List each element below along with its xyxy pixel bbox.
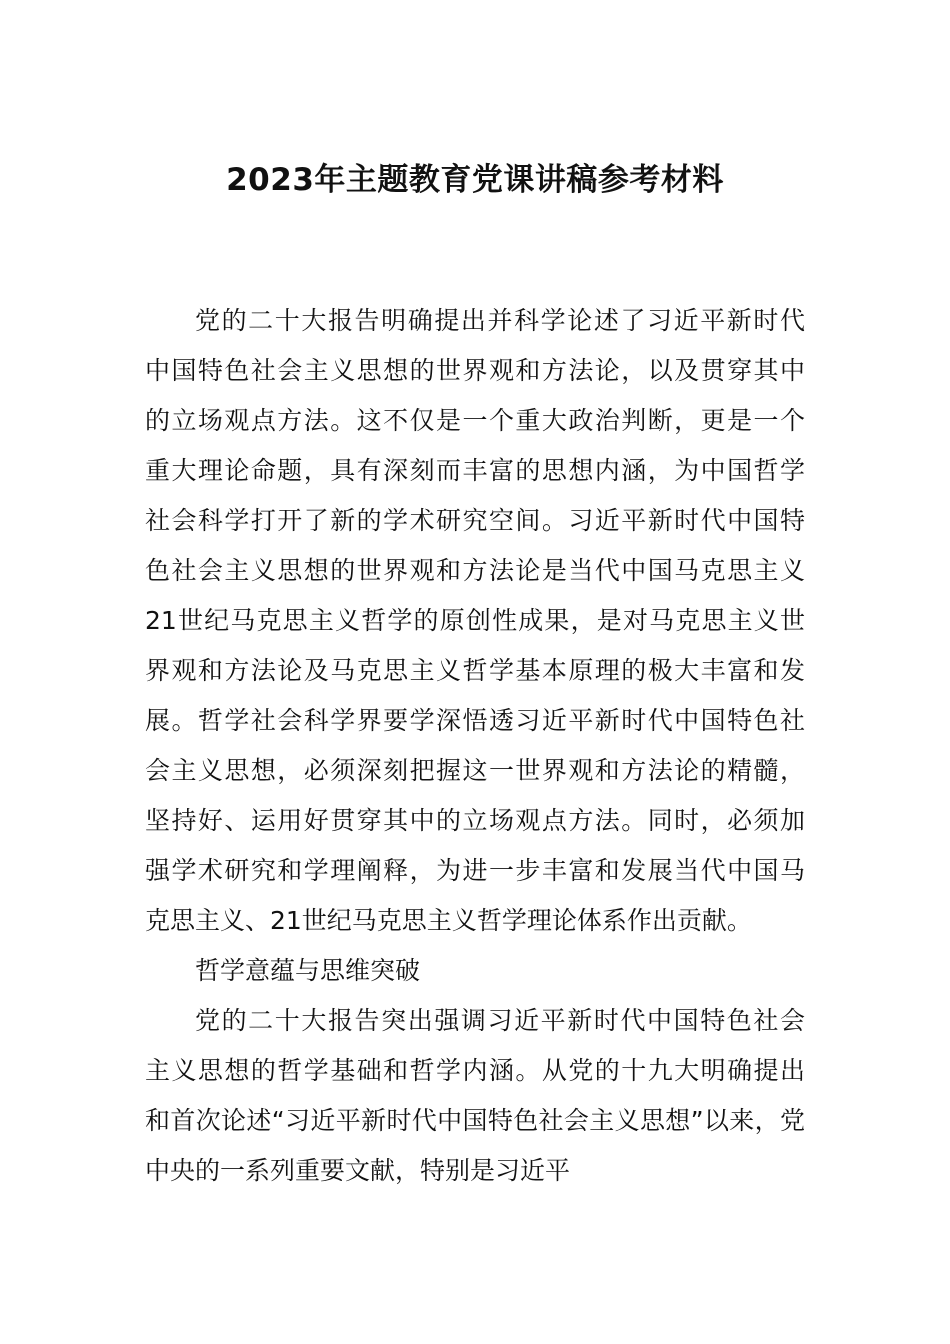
paragraph-1-line-8: 界观和方法论及马克思主义哲学基本原理的极大丰富和发: [145, 656, 805, 685]
paragraph-2-line-2: 主义思想的哲学基础和哲学内涵。从党的十九大明确提出: [145, 1056, 805, 1085]
paragraph-2-line-1: 党的二十大报告突出强调习近平新时代中国特色社会: [195, 1006, 805, 1035]
paragraph-1-line-5: 社会科学打开了新的学术研究空间。习近平新时代中国特: [145, 506, 805, 535]
paragraph-1-line-12: 强学术研究和学理阐释，为进一步丰富和发展当代中国马: [145, 856, 805, 885]
document-body: [145, 296, 805, 1196]
paragraph-1-line-1: 党的二十大报告明确提出并科学论述了习近平新时代: [195, 306, 805, 335]
paragraph-2-line-4: 中央的一系列重要文献，特别是习近平: [145, 1156, 571, 1185]
paragraph-1-line-9: 展。哲学社会科学界要学深悟透习近平新时代中国特色社: [145, 706, 805, 735]
paragraph-1-line-3: 的立场观点方法。这不仅是一个重大政治判断，更是一个: [145, 406, 805, 435]
paragraph-1-line-4: 重大理论命题，具有深刻而丰富的思想内涵，为中国哲学: [145, 456, 805, 485]
paragraph-1-line-13: 克思主义、21世纪马克思主义哲学理论体系作出贡献。: [145, 906, 752, 935]
paragraph-1-line-2: 中国特色社会主义思想的世界观和方法论，以及贯穿其中: [145, 356, 805, 385]
paragraph-2-line-3: 和首次论述“习近平新时代中国特色社会主义思想”以来，党: [145, 1106, 805, 1135]
paragraph-1-line-6: 色社会主义思想的世界观和方法论是当代中国马克思主义: [145, 556, 805, 585]
document-title: 2023年主题教育党课讲稿参考材料: [226, 162, 724, 198]
paragraph-1-line-10: 会主义思想，必须深刻把握这一世界观和方法论的精髓，: [145, 756, 805, 785]
paragraph-1-line-11: 坚持好、运用好贯穿其中的立场观点方法。同时，必须加: [145, 806, 805, 835]
paragraph-1-line-7: 21世纪马克思主义哲学的原创性成果，是对马克思主义世: [145, 606, 805, 635]
section-heading: 哲学意蕴与思维突破: [195, 956, 421, 985]
